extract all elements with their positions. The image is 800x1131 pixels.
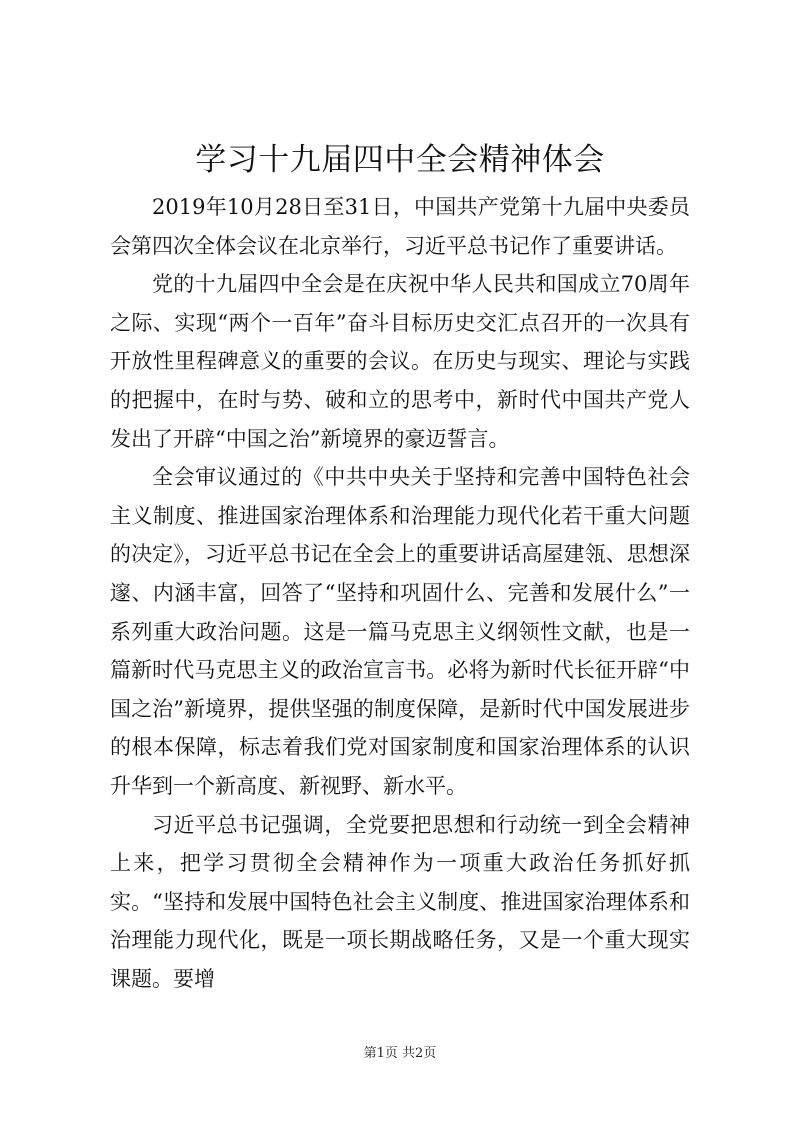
paragraph-1: 2019年10月28日至31日，中国共产党第十九届中央委员会第四次全体会议在北京举行，习近平总书记作了重要讲话。 <box>110 195 690 258</box>
paragraph-3: 全会审议通过的《中共中央关于坚持和完善中国特色社会主义制度、推进国家治理体系和治理能力现代化若干重大问题的决定》，习近平总书记在全会上的重要讲话高屋建瓴、思想深邃、内涵丰富，回答了“坚持和巩固什么、完善和发展什么”一系列重大政治问题。这是一篇马克思主义纲领性文献，也是一篇新时代马克思主义的政治宣言书。必将为新时代长征开辟“中国之治”新境界，提供坚强的制度保障，是新时代中国发展进步的根本保障，标志着我们党对国家制度和国家治理体系的认识升华到一个新高度、新视野、新水平。 <box>110 465 690 798</box>
paragraph-2: 党的十九届四中全会是在庆祝中华人民共和国成立70周年之际、实现“两个一百年”奋斗目标历史交汇点召开的一次具有开放性里程碑意义的重要的会议。在历史与现实、理论与实践的把握中，在时与势、破和立的思考中，新时代中国共产党人发出了开辟“中国之治”新境界的豪迈誓言。 <box>110 272 690 451</box>
document-body <box>110 188 690 998</box>
page-number-footer: 第1页 共2页 <box>363 1046 437 1061</box>
paragraph-4: 习近平总书记强调，全党要把思想和行动统一到全会精神上来，把学习贯彻全会精神作为一项重大政治任务抓好抓实。“坚持和发展中国特色社会主义制度、推进国家治理体系和治理能力现代化，既是一项长期战略任务，又是一个重大现实课题。要增 <box>110 812 690 991</box>
document-title: 学习十九届四中全会精神体会 <box>195 142 605 178</box>
